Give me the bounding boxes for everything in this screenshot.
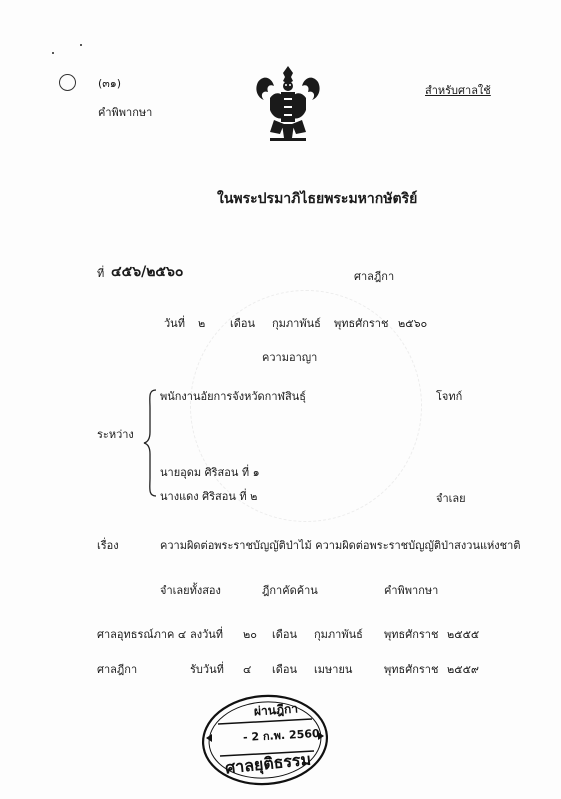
received-year: ๒๕๕๙ (447, 663, 479, 676)
subject-label: เรื่อง (97, 539, 119, 552)
defendant-2-name: นางแดง ศิริสอน ที่ ๒ (160, 490, 258, 503)
court-use-label: สำหรับศาลใช้ (425, 84, 491, 97)
received-label: รับวันที่ (190, 663, 224, 676)
lower-court-dated-label: ลงวันที่ (190, 628, 224, 641)
scan-speck (52, 52, 54, 54)
case-number: ๔๕๖/๒๕๖๐ (111, 264, 184, 280)
received-month-label: เดือน (272, 663, 298, 676)
stamp-date: - 2 ก.พ. 2560 (242, 727, 320, 744)
page-number: (๓๑) (98, 77, 122, 90)
document-type: คำพิพากษา (98, 106, 153, 119)
plaintiff-role: โจทก์ (436, 390, 463, 403)
lower-court-month-label: เดือน (272, 628, 298, 641)
defendant-1-name: นายอุดม ศิริสอน ที่ ๑ (160, 466, 260, 479)
scan-speck (80, 44, 82, 46)
date-month-label: เดือน (230, 317, 256, 330)
defendant-role: จำเลย (436, 492, 466, 505)
received-day: ๔ (243, 663, 252, 676)
appeal-action: ฎีกาคัดค้าน (262, 584, 318, 597)
stamp-top-text: ผ่านฎีกา (253, 701, 299, 719)
appeal-target: คำพิพากษา (384, 584, 439, 597)
lower-court-year-label: พุทธศักราช (384, 628, 439, 641)
garuda-emblem-icon (250, 62, 326, 144)
date-year-label: พุทธศักราช (334, 317, 389, 330)
received-month: เมษายน (314, 663, 353, 676)
subject-text: ความผิดต่อพระราชบัญญัติป่าไม้ ความผิดต่อพระราชบัญญัติป่าสงวนแห่งชาติ (160, 539, 521, 552)
stamp-bottom-text: ศาลยุติธรรม (224, 749, 312, 778)
date-day: ๒ (198, 317, 206, 330)
lower-court-name: ศาลอุทธรณ์ภาค ๔ (97, 628, 187, 641)
court-name: ศาลฎีกา (354, 270, 395, 283)
appeal-party: จำเลยทั้งสอง (160, 584, 221, 597)
lower-court-year: ๒๕๕๕ (447, 628, 480, 641)
case-type: ความอาญา (262, 351, 318, 364)
between-label: ระหว่าง (97, 428, 134, 441)
date-day-label: วันที่ (164, 317, 185, 330)
date-year: ๒๕๖๐ (398, 317, 428, 330)
punch-hole-mark (59, 74, 76, 91)
case-number-label: ที่ (97, 267, 105, 280)
supreme-court-name: ศาลฎีกา (97, 663, 138, 676)
received-year-label: พุทธศักราช (384, 663, 439, 676)
party-brace (142, 388, 158, 498)
lower-court-month: กุมภาพันธ์ (314, 628, 363, 641)
lower-court-day: ๒๐ (243, 628, 257, 641)
document-title: ในพระปรมาภิไธยพระมหากษัตริย์ (217, 191, 418, 207)
plaintiff-name: พนักงานอัยการจังหวัดกาฬสินธุ์ (160, 390, 306, 403)
date-month: กุมภาพันธ์ (272, 317, 321, 330)
